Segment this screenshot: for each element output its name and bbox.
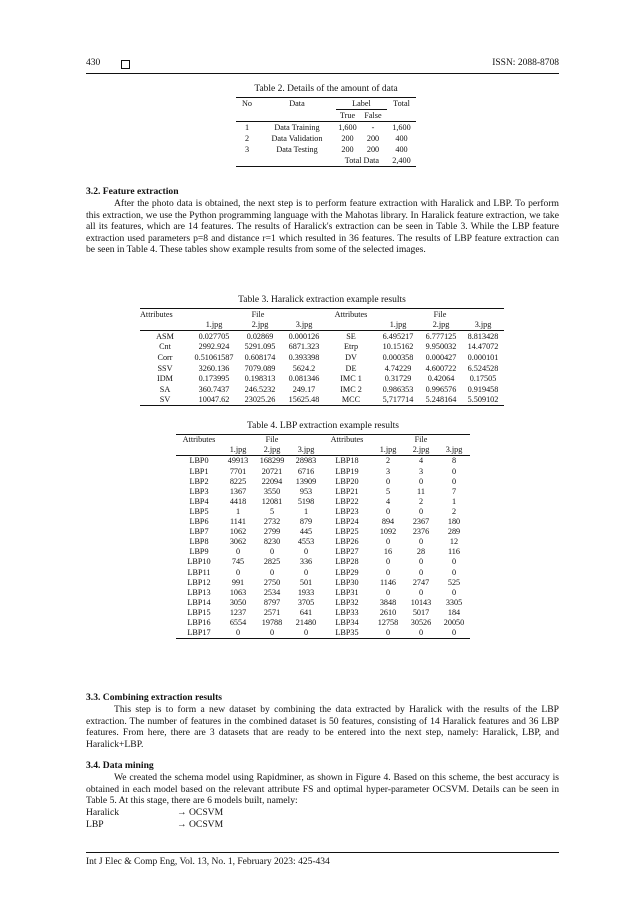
table-cell: 6716: [297, 466, 315, 476]
table-cell: 7: [451, 486, 457, 496]
table-row: [176, 628, 470, 639]
table-cell: 501: [299, 577, 313, 587]
table-cell: 5: [269, 506, 275, 516]
table-cell: 0.31729: [384, 374, 412, 384]
table-cell: 0: [451, 567, 457, 577]
table-row: [176, 466, 470, 476]
table-cell: 21480: [295, 617, 317, 627]
table-cell: 0: [385, 537, 391, 547]
table-cell: LBP30: [335, 577, 359, 587]
table-row: [140, 342, 504, 353]
table-cell: IDM: [157, 374, 173, 384]
table-cell: 8.813428: [467, 331, 499, 341]
table-cell: 0.000427: [425, 352, 457, 362]
list-item: Haralick → OCSVM: [86, 807, 224, 818]
table-cell: 2376: [412, 527, 430, 537]
table-row: 2 Data Validation 200 200 400: [244, 133, 408, 143]
table-cell: 16: [383, 547, 393, 557]
table-cell: 5: [385, 486, 391, 496]
table-cell: 1: [451, 496, 457, 506]
table-cell: 2610: [379, 607, 397, 617]
table-cell: 5198: [297, 496, 315, 506]
table-row: [176, 476, 470, 486]
table-cell: LBP29: [335, 567, 359, 577]
table-row: [140, 374, 504, 385]
table2-total-row: [236, 155, 416, 167]
table-cell: 0: [451, 587, 457, 597]
table-cell: 9.950032: [425, 342, 457, 352]
table-cell: 0: [303, 567, 309, 577]
footer-rule: [86, 852, 559, 853]
table-cell: 3062: [229, 537, 247, 547]
table-cell: 289: [447, 527, 461, 537]
footer-citation: Int J Elec & Comp Eng, Vol. 13, No. 1, February 2023: 425-434: [86, 857, 330, 867]
checkbox-square-icon: [121, 60, 130, 69]
table-cell: 1146: [379, 577, 397, 587]
table-cell: 7079.089: [244, 363, 276, 373]
table2-head-total: Total: [387, 98, 416, 110]
table-cell: 3260.136: [198, 363, 230, 373]
table-cell: MCC: [326, 395, 376, 406]
table-cell: 0.081346: [288, 374, 320, 384]
table-cell: 0: [418, 506, 424, 516]
table3-head-file-right: File: [376, 309, 504, 320]
table-cell: 3848: [379, 597, 397, 607]
table-cell: 180: [447, 517, 461, 527]
table-cell: 6.524528: [467, 363, 499, 373]
table-cell: 8: [451, 456, 457, 466]
table-cell: 445: [299, 527, 313, 537]
table-row: [176, 537, 470, 547]
table-cell: LBP10: [187, 557, 211, 567]
table-cell: 0: [235, 567, 241, 577]
table-cell: 4418: [229, 496, 247, 506]
table-row: [176, 567, 470, 577]
table-cell: 745: [231, 557, 245, 567]
table-cell: Cnt: [159, 342, 171, 352]
table-cell: 3050: [229, 597, 247, 607]
table-cell: 0: [385, 557, 391, 567]
table-row: [140, 395, 504, 406]
table2-head-data: Data: [258, 98, 336, 110]
table-cell: 0: [418, 567, 424, 577]
table3-caption: Table 3. Haralick extraction example results: [238, 295, 406, 305]
table-cell: 2799: [263, 527, 281, 537]
issn: ISSN: 2088-8708: [492, 58, 559, 68]
table-cell: 525: [447, 577, 461, 587]
table-cell: IMC 2: [340, 384, 362, 394]
table-cell: 6554: [229, 617, 247, 627]
table-cell: 11: [417, 486, 425, 496]
table-cell: 49913: [227, 456, 249, 466]
table-cell: 0: [451, 466, 457, 476]
table-cell: 0.608174: [244, 352, 276, 362]
table-cell: 2: [451, 506, 457, 516]
table-cell: IMC 1: [340, 374, 362, 384]
table-cell: 12758: [377, 617, 399, 627]
table-cell: 5.509102: [462, 395, 504, 406]
table-cell: 0: [385, 587, 391, 597]
table-cell: 23025.26: [238, 395, 282, 406]
table-cell: 0: [222, 628, 254, 639]
table4-head-attributes-left: Attributes: [176, 435, 222, 446]
table-cell: LBP26: [335, 537, 359, 547]
table-row: [140, 363, 504, 374]
table-cell: LBP7: [189, 527, 209, 537]
table-cell: 0: [418, 476, 424, 486]
table-cell: 0: [418, 557, 424, 567]
table3-body: [140, 331, 504, 406]
table-cell: 13909: [295, 476, 317, 486]
table-cell: LBP12: [187, 577, 211, 587]
table-cell: 15625.48: [282, 395, 326, 406]
table-cell: 0: [451, 557, 457, 567]
table-cell: 0.173995: [198, 374, 230, 384]
table-cell: 991: [231, 577, 245, 587]
table-cell: 4.600722: [425, 363, 457, 373]
table-cell: 0.17505: [469, 374, 497, 384]
table-cell: 0.51061587: [194, 352, 234, 362]
table2-total-value: 2,400: [387, 155, 416, 167]
table-cell: Corr: [157, 352, 173, 362]
table-row: [176, 557, 470, 567]
table-cell: 1: [303, 506, 309, 516]
table-cell: 0: [269, 567, 275, 577]
table-cell: Etrp: [343, 342, 359, 352]
table-cell: LBP15: [187, 607, 211, 617]
table-cell: LBP17: [176, 628, 222, 639]
table-cell: LBP16: [187, 617, 211, 627]
table-cell: 1063: [229, 587, 247, 597]
section-3-2-paragraph: After the photo data is obtained, the next step is to perform feature extraction with Haralick and LBP. To perform this extraction, we use the Python programming language with the Mahotas library. In Haralick feature extraction, we take all its features, which are 14 features. The results of Haralick's extraction can be seen in Table 3. While the LBP feature extraction used parameters p=8 and distance r=1 which resulted in 36 features. The results of LBP feature extraction can be seen in Table 4. These tables show example results from some of the selected images.: [86, 198, 559, 255]
arrow-right-icon: → OCSVM: [177, 807, 224, 818]
table-cell: 30526: [410, 617, 432, 627]
table-cell: 20721: [261, 466, 283, 476]
list-item: LBP → OCSVM: [86, 818, 224, 830]
table-cell: 7701: [229, 466, 247, 476]
page-number: 430: [86, 58, 101, 68]
table-cell: 0: [418, 587, 424, 597]
table-row: [176, 497, 470, 507]
table-cell: LBP20: [335, 476, 359, 486]
table-cell: LBP34: [335, 617, 359, 627]
table2-head-false: False: [359, 110, 387, 122]
table-cell: 1141: [229, 517, 247, 527]
table-cell: LBP32: [335, 597, 359, 607]
table-cell: LBP2: [189, 476, 209, 486]
table-cell: 8797: [263, 597, 281, 607]
table-cell: 0.000126: [288, 331, 320, 341]
table-row: 1 Data Training 1,600 - 1,600: [244, 122, 411, 132]
table-cell: 3705: [297, 597, 315, 607]
table-row: [176, 608, 470, 618]
section-3-4-paragraph: We created the schema model using Rapidminer, as shown in Figure 4. Based on this scheme, the best accuracy is obtained in each model based on the relevant attribute FS and optimal hyper-parameter OCSVM. Details can be seen in Table 5. At this stage, there are 6 models built, namely:: [86, 772, 559, 806]
table-cell: 2732: [263, 517, 281, 527]
table-row: [140, 331, 504, 342]
table3-head-file-left: File: [190, 309, 326, 320]
table-cell: 8225: [229, 476, 247, 486]
table-cell: 0: [385, 506, 391, 516]
table-cell: 8230: [263, 537, 281, 547]
table-cell: 1933: [297, 587, 315, 597]
table-cell: 5.248164: [420, 395, 462, 406]
table-cell: 4: [385, 496, 391, 506]
table3-head-attributes-right: Attributes: [326, 309, 376, 320]
table2: [236, 97, 416, 167]
table-cell: 6.777125: [425, 331, 457, 341]
table-cell: 14.47072: [467, 342, 499, 352]
table2-head-true: True: [336, 110, 359, 122]
table-cell: 0: [385, 476, 391, 486]
table-cell: LBP8: [189, 537, 209, 547]
table-cell: LBP5: [189, 506, 209, 516]
table-cell: LBP31: [335, 587, 359, 597]
table-cell: SV: [140, 395, 190, 406]
table-cell: 2: [385, 456, 391, 466]
table-cell: DE: [345, 363, 357, 373]
table-cell: LBP3: [189, 486, 209, 496]
table-row: [176, 587, 470, 597]
table-cell: LBP1: [189, 466, 209, 476]
table-row: [176, 507, 470, 517]
table-cell: 3305: [445, 597, 463, 607]
table-cell: SA: [159, 384, 171, 394]
table-cell: 6.495217: [382, 331, 414, 341]
table-cell: 1237: [229, 607, 247, 617]
table-cell: 28983: [295, 456, 317, 466]
table-cell: 641: [299, 607, 313, 617]
table-cell: LBP21: [335, 486, 359, 496]
table-cell: 1367: [229, 486, 247, 496]
table-cell: 4.74229: [384, 363, 412, 373]
table-cell: 5624.2: [292, 363, 316, 373]
table-cell: LBP14: [187, 597, 211, 607]
table-cell: 894: [381, 517, 395, 527]
table-cell: 28: [416, 547, 426, 557]
section-3-3-paragraph: This step is to form a new dataset by combining the data extracted by Haralick with the results of the LBP extraction. The number of features in the combined dataset is 50 features, consisting of 14 Haralick features and 36 LBP features. From here, there are 3 datasets that are ready to be entered into the next step, namely: Haralick, LBP, and Haralick+LBP.: [86, 704, 559, 750]
table2-caption: Table 2. Details of the amount of data: [254, 84, 398, 94]
table2-total-label: Total Data: [258, 155, 387, 167]
table-cell: 6871.323: [288, 342, 320, 352]
table-cell: 0.996576: [425, 384, 457, 394]
table-cell: 2747: [412, 577, 430, 587]
table-cell: 0.027705: [198, 331, 230, 341]
table-cell: 2992.924: [198, 342, 230, 352]
table-cell: DV: [345, 352, 357, 362]
table4-head-file-left: File: [222, 435, 322, 446]
table-cell: 0: [418, 537, 424, 547]
table3-head-attributes-left: Attributes: [140, 309, 190, 320]
table-cell: LBP11: [187, 567, 211, 577]
table-cell: LBP0: [189, 456, 209, 466]
table4-caption: Table 4. LBP extraction example results: [247, 421, 399, 431]
table-row: [176, 618, 470, 628]
table-cell: LBP6: [189, 517, 209, 527]
table-cell: LBP13: [187, 587, 211, 597]
table-cell: 5,717714: [376, 395, 420, 406]
table-cell: LBP35: [322, 628, 372, 639]
table-cell: LBP4: [189, 496, 209, 506]
table-row: [176, 517, 470, 527]
table-cell: 1092: [379, 527, 397, 537]
table-cell: LBP18: [335, 456, 359, 466]
table-cell: LBP23: [335, 506, 359, 516]
table-cell: 0.000358: [382, 352, 414, 362]
table-cell: 168299: [259, 456, 285, 466]
table-cell: LBP19: [335, 466, 359, 476]
table2-head-no: No: [236, 98, 258, 110]
table-cell: LBP28: [335, 557, 359, 567]
table-cell: 10047.62: [190, 395, 238, 406]
table2-head-label: Label: [336, 98, 387, 110]
table-cell: LBP25: [335, 527, 359, 537]
table-row: [140, 384, 504, 395]
table-cell: 0: [372, 628, 404, 639]
table-cell: 2825: [263, 557, 281, 567]
table-cell: 0: [438, 628, 470, 639]
table-cell: 0: [235, 547, 241, 557]
table-cell: 4: [418, 456, 424, 466]
table-cell: LBP9: [189, 547, 209, 557]
table-cell: 0: [269, 547, 275, 557]
table4: Attributes File Attributes File 1.jpg 2.jpg 3.jpg 1.jpg 2.jpg 3.jpg LBP0 49913 168299 28983 LBP18 2 4 8 LBP1 7701 20721 6716 LBP19 3 3 0 LBP2 8225 22094 13909 LBP20 0 0 0 LBP3 1367 3550 953 LBP21 5 11 7 LBP4 4418 12081 5198 LBP22 4 2 1 LBP5 1 5 1 LBP23 0 0 2 LBP6 1141 2732 879 LBP24 894 2367 180 LBP7 1062 2799 445 LBP25 1092 2376 289 LBP8 3062 8230 4553 LBP26 0 0 12 LBP9 0 0 0 LBP27 16 28 116 LBP10 745 2825 336 LBP28 0 0 0 LBP11 0 0 0 LBP29 0 0 0 LBP12 991 2750 501 LBP30 1146 2747 525 LBP13 1063 2534 1933 LBP31 0 0 0 LBP14 3050 8797 3705 LBP32 3848 10143 3305 LBP15 1237 2571 641 LBP33 2610 5017 184 LBP16 6554 19788 21480 LBP34 12758 30526 20050 LBP17 0 0 0 LBP35 0 0 0: [176, 434, 470, 639]
table-cell: SE: [346, 331, 356, 341]
table-cell: 10.15162: [382, 342, 414, 352]
table-cell: LBP27: [335, 547, 359, 557]
table-cell: 2571: [263, 607, 281, 617]
table-cell: 0: [385, 567, 391, 577]
table-cell: 2534: [263, 587, 281, 597]
model-list: [86, 807, 386, 830]
table-cell: 10143: [410, 597, 432, 607]
table-cell: 1: [235, 506, 241, 516]
table-cell: 0: [290, 628, 322, 639]
table-cell: 0.000101: [467, 352, 499, 362]
table-cell: 1062: [229, 527, 247, 537]
table-cell: 0.393398: [288, 352, 320, 362]
table-cell: 2750: [263, 577, 281, 587]
table-cell: 3: [385, 466, 391, 476]
table-cell: LBP33: [335, 607, 359, 617]
table-row: [176, 527, 470, 537]
table-cell: LBP22: [335, 496, 359, 506]
table4-head-file-right: File: [372, 435, 470, 446]
table-cell: 19788: [261, 617, 283, 627]
table-cell: 5017: [412, 607, 430, 617]
table-cell: 336: [299, 557, 313, 567]
arrow-right-icon: → OCSVM: [177, 818, 224, 830]
table-cell: 184: [447, 607, 461, 617]
table-cell: 116: [448, 547, 460, 557]
table-row: [176, 456, 470, 467]
table-cell: 249.17: [292, 384, 316, 394]
table-cell: LBP24: [335, 517, 359, 527]
table-cell: 0.986353: [382, 384, 414, 394]
table-cell: 4553: [297, 537, 315, 547]
page-header: [86, 58, 559, 72]
table-cell: ASM: [156, 331, 174, 341]
section-3-4-heading: 3.4. Data mining: [86, 760, 154, 771]
table-cell: 360.7437: [198, 384, 230, 394]
table4-head-attributes-right: Attributes: [322, 435, 372, 446]
table-cell: 2: [418, 496, 424, 506]
table-cell: 0: [254, 628, 290, 639]
table-cell: SSV: [157, 363, 173, 373]
table-cell: 12081: [261, 496, 283, 506]
section-3-3-heading: 3.3. Combining extraction results: [86, 692, 222, 703]
section-3-2-heading: 3.2. Feature extraction: [86, 186, 179, 197]
table-row: 3 Data Testing 200 200 400: [244, 144, 408, 154]
table-row: [176, 577, 470, 587]
table-cell: 0.02869: [246, 331, 274, 341]
table-cell: 0: [451, 476, 457, 486]
table-row: [176, 598, 470, 608]
table-cell: 3: [418, 466, 424, 476]
table-cell: 953: [299, 486, 313, 496]
table-row: [176, 486, 470, 496]
table-row: [176, 547, 470, 557]
table-cell: 3550: [263, 486, 281, 496]
table-cell: 0.198313: [244, 374, 276, 384]
table-cell: 2367: [412, 517, 430, 527]
table-cell: 0.919458: [467, 384, 499, 394]
table-cell: 246.5232: [244, 384, 276, 394]
table-cell: 22094: [261, 476, 283, 486]
table-cell: 879: [299, 517, 313, 527]
table-cell: 12: [449, 537, 459, 547]
table-cell: 20050: [443, 617, 465, 627]
header-rule: [86, 73, 559, 74]
table3: Attributes File Attributes File 1.jpg 2.jpg 3.jpg 1.jpg 2.jpg 3.jpg ASM 0.027705 0.02869 0.000126 SE 6.495217 6.777125 8.813428 Cnt 2992.924 5291.095 6871.323 Etrp 10.15162 9.950032 14.47072 Corr 0.51061587 0.608174 0.393398 DV 0.000358 0.000427 0.000101 SSV 3260.136 7079.089 5624.2 DE 4.74229 4.600722 6.524528 IDM 0.173995 0.198313 0.081346 IMC 1 0.31729 0.42064 0.17505 SA 360.7437 246.5232 249.17 IMC 2 0.986353 0.996576 0.919458 SV 10047.62 23025.26 15625.48 MCC 5,717714 5.248164 5.509102: [140, 308, 504, 406]
table-cell: 0: [303, 547, 309, 557]
table-row: [140, 352, 504, 363]
table-cell: 0: [404, 628, 438, 639]
table-cell: 5291.095: [244, 342, 276, 352]
table-cell: 0.42064: [427, 374, 455, 384]
table4-body: [176, 456, 470, 639]
